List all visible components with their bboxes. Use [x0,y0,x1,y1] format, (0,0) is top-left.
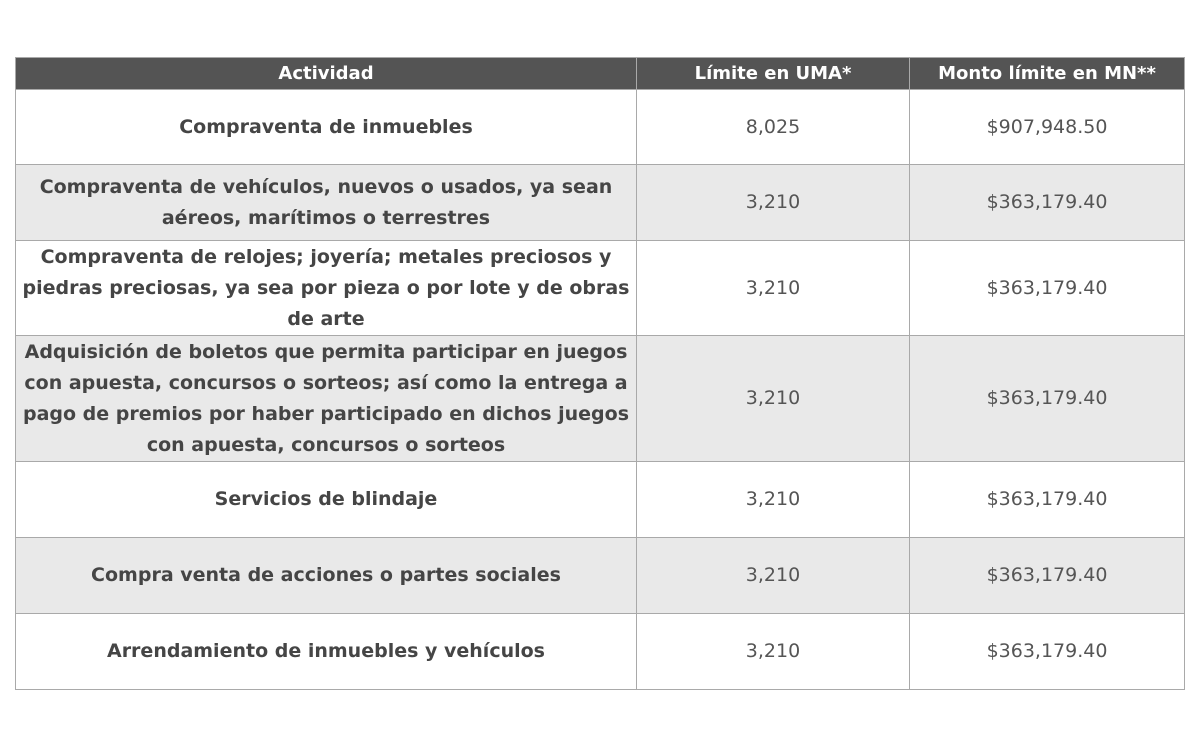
activity-limits-table [15,57,1185,690]
actividad-cell: Compraventa de vehículos, nuevos o usados, ya sean aéreos, marítimos o terrestres [16,165,637,241]
table-row [16,336,1185,462]
header-actividad: Actividad [16,58,637,90]
actividad-cell: Servicios de blindaje [16,462,637,538]
table-row [16,165,1185,241]
actividad-cell: Arrendamiento de inmuebles y vehículos [16,614,637,690]
uma-cell: 3,210 [637,462,910,538]
uma-cell: 3,210 [637,241,910,336]
table-row [16,538,1185,614]
uma-cell: 3,210 [637,614,910,690]
uma-cell: 3,210 [637,165,910,241]
table-row [16,241,1185,336]
table-row [16,614,1185,690]
table-header-row [16,58,1185,90]
monto-cell: $363,179.40 [910,165,1185,241]
monto-cell: $363,179.40 [910,538,1185,614]
header-limite-uma: Límite en UMA* [637,58,910,90]
uma-cell: 3,210 [637,336,910,462]
actividad-cell: Compra venta de acciones o partes sociales [16,538,637,614]
actividad-cell: Compraventa de inmuebles [16,90,637,165]
actividad-cell: Adquisición de boletos que permita participar en juegos con apuesta, concursos o sorteos; así como la entrega a pago de premios por haber participado en dichos juegos con apuesta, concursos o sorteos [16,336,637,462]
actividad-cell: Compraventa de relojes; joyería; metales preciosos y piedras preciosas, ya sea por pieza o por lote y de obras de arte [16,241,637,336]
monto-cell: $363,179.40 [910,462,1185,538]
header-monto-mn: Monto límite en MN** [910,58,1185,90]
monto-cell: $907,948.50 [910,90,1185,165]
monto-cell: $363,179.40 [910,336,1185,462]
uma-cell: 8,025 [637,90,910,165]
table-row [16,462,1185,538]
table-row [16,90,1185,165]
monto-cell: $363,179.40 [910,614,1185,690]
uma-cell: 3,210 [637,538,910,614]
monto-cell: $363,179.40 [910,241,1185,336]
